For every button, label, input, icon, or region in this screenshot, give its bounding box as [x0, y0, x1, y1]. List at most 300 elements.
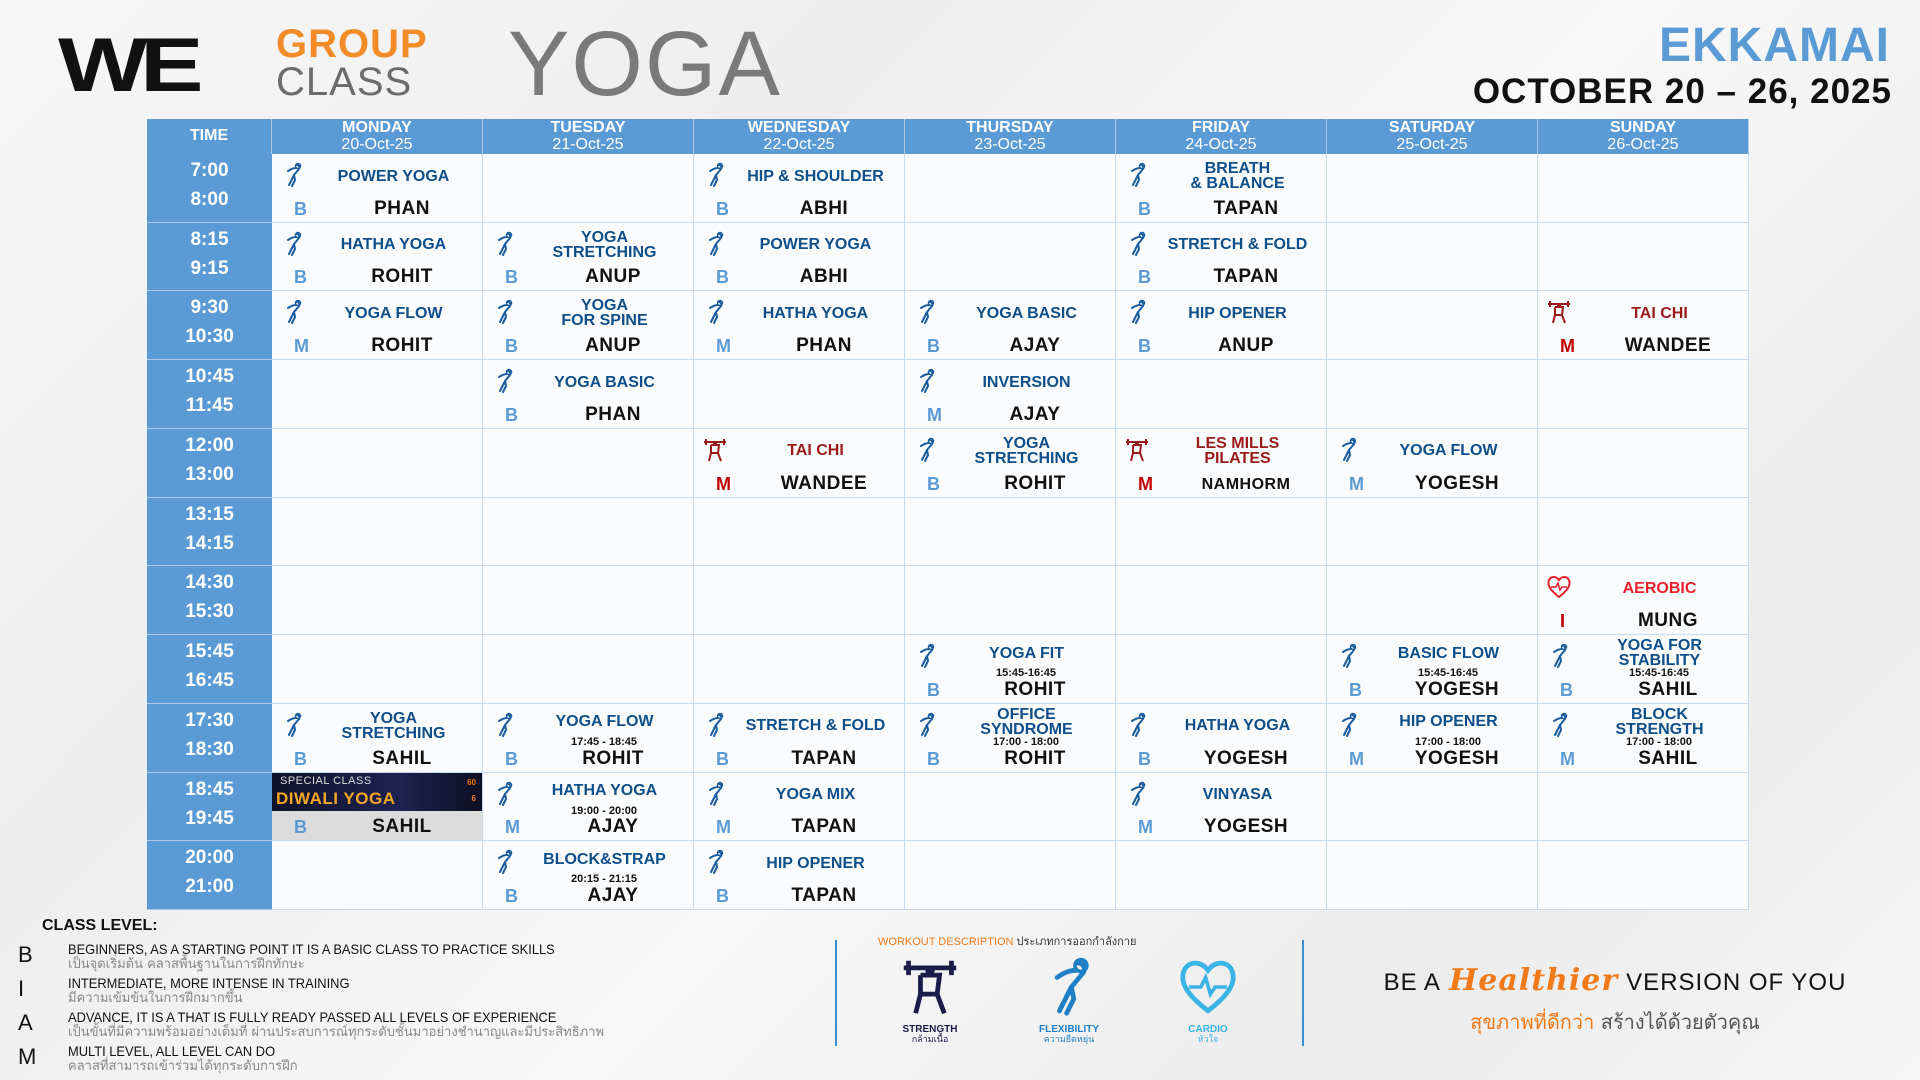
class-cell[interactable]	[905, 291, 1116, 360]
schedule-cell	[272, 635, 483, 704]
flexibility-icon	[913, 368, 939, 394]
date-range: OCTOBER 20 – 26, 2025	[1472, 72, 1892, 111]
schedule-cell	[483, 154, 694, 223]
schedule-cell	[1327, 498, 1538, 567]
class-cell[interactable]	[1327, 704, 1538, 773]
instructor: SAHIL	[372, 747, 432, 769]
instructor: ROHIT	[582, 747, 644, 769]
class-time: 19:00 - 20:00	[570, 804, 638, 817]
strength-icon	[885, 956, 975, 1023]
instructor: YOGESH	[1203, 816, 1289, 838]
cardio-icon	[1163, 956, 1253, 1023]
schedule-cell	[1327, 154, 1538, 223]
strength-icon	[1124, 437, 1150, 463]
class-level: B	[505, 404, 518, 425]
class-cell[interactable]	[1538, 704, 1749, 773]
class-title	[1152, 294, 1323, 332]
slot-start: 14:30	[185, 572, 234, 594]
slot-end: 8:00	[190, 189, 229, 210]
class-level: M	[294, 336, 309, 357]
schedule-cell	[1538, 773, 1749, 842]
flexibility-icon	[491, 849, 517, 875]
schedule-cell	[905, 566, 1116, 635]
level-code: I	[18, 976, 25, 1001]
class-title	[308, 707, 479, 745]
class-cell[interactable]	[1327, 635, 1538, 704]
class-title	[1574, 294, 1745, 332]
schedule-cell	[272, 360, 483, 429]
class-cell[interactable]	[483, 360, 694, 429]
class-title	[1574, 638, 1745, 668]
slot-end: 11:45	[185, 395, 234, 417]
time-slot	[147, 429, 272, 498]
day-header	[905, 119, 1116, 154]
level-description: BEGINNERS, AS A STARTING POINT IT IS A BASIC CLASS TO PRACTICE SKILLS	[68, 941, 555, 957]
class-title-line: FOR SPINE	[561, 312, 648, 330]
flexibility-icon	[491, 368, 517, 394]
class-cell[interactable]	[694, 704, 905, 773]
flexibility-icon	[702, 231, 728, 257]
instructor: TAPAN	[791, 747, 857, 769]
flexibility-icon	[702, 849, 728, 875]
slot-start: 9:30	[190, 297, 229, 319]
class-title	[1363, 432, 1534, 470]
class-title	[730, 294, 901, 332]
slot-start: 20:00	[185, 847, 234, 869]
schedule-cell	[272, 429, 483, 498]
special-class-label: SPECIAL CLASS	[280, 774, 372, 787]
instructor: YOGESH	[1414, 678, 1500, 700]
class-cell[interactable]	[1538, 566, 1749, 635]
flexibility-icon	[913, 712, 939, 738]
day-header	[272, 119, 483, 154]
class-title-line: VINYASA	[1202, 786, 1273, 804]
class-cell[interactable]	[1116, 704, 1327, 773]
class-cell[interactable]	[694, 154, 905, 223]
class-cell[interactable]	[1327, 429, 1538, 498]
instructor: WANDEE	[1624, 335, 1712, 357]
instructor: ROHIT	[371, 335, 433, 357]
class-title-line: STRETCH & FOLD	[745, 717, 886, 735]
workout-label: STRENGTH	[902, 1024, 958, 1035]
class-title	[730, 844, 901, 882]
flexibility-icon	[1335, 437, 1361, 463]
class-cell[interactable]	[272, 154, 483, 223]
class-cell[interactable]	[1116, 429, 1327, 498]
time-slot	[147, 635, 272, 704]
instructor: TAPAN	[791, 816, 857, 838]
class-level: M	[1349, 748, 1364, 769]
schedule-cell	[1327, 566, 1538, 635]
class-level: B	[927, 336, 940, 357]
day-date: 21-Oct-25	[552, 136, 624, 153]
class-title-line: LES MILLS	[1195, 434, 1280, 452]
instructor: YOGESH	[1414, 472, 1500, 494]
class-level: M	[1138, 473, 1153, 494]
class-title	[1574, 707, 1745, 737]
flexibility-icon	[280, 162, 306, 188]
class-title-line: BREATH	[1204, 160, 1271, 177]
flexibility-icon	[491, 299, 517, 325]
flexibility-icon	[913, 437, 939, 463]
class-cell[interactable]	[272, 773, 483, 842]
flexibility-icon	[491, 781, 517, 807]
flexibility-icon	[1124, 781, 1150, 807]
level-description: ADVANCE, IT IS A THAT IS FULLY READY PASSED ALL LEVELS OF EXPERIENCE	[68, 1009, 557, 1025]
instructor: ANUP	[1218, 335, 1274, 357]
class-title	[730, 432, 901, 470]
instructor: ABHI	[799, 197, 849, 219]
class-title	[1152, 226, 1323, 264]
class-cell[interactable]	[483, 773, 694, 842]
instructor: PHAN	[374, 197, 430, 219]
slot-end: 15:30	[185, 601, 234, 623]
schedule-cell	[1538, 360, 1749, 429]
instructor: AJAY	[587, 884, 639, 906]
day-name: THURSDAY	[966, 119, 1054, 136]
instructor: PHAN	[796, 335, 852, 357]
instructor: TAPAN	[1213, 266, 1279, 288]
day-date: 26-Oct-25	[1607, 136, 1679, 153]
class-title	[941, 707, 1112, 737]
slot-start: 17:30	[185, 709, 234, 731]
schedule-cell	[1538, 429, 1749, 498]
instructor: NAMHORM	[1201, 475, 1291, 493]
class-title-line: HIP OPENER	[766, 854, 865, 872]
schedule-cell	[905, 154, 1116, 223]
class-cell[interactable]	[272, 223, 483, 292]
class-cell[interactable]	[1116, 154, 1327, 223]
slot-start: 12:00	[185, 434, 234, 456]
class-time: 15:45-16:45	[996, 667, 1056, 680]
day-date: 25-Oct-25	[1396, 136, 1468, 153]
class-title	[941, 294, 1112, 332]
class-level: M	[1560, 748, 1575, 769]
slot-start: 18:45	[185, 778, 234, 800]
special-class-banner[interactable]	[272, 773, 482, 811]
workout-title-th: ประเภทการออกกำลังกาย	[1016, 936, 1137, 948]
class-title-line: STRETCHING	[552, 243, 657, 261]
class-cell[interactable]	[694, 223, 905, 292]
workout-label: CARDIO	[1188, 1024, 1228, 1035]
flexibility-icon	[702, 299, 728, 325]
class-cell[interactable]	[905, 429, 1116, 498]
class-level: B	[294, 748, 307, 769]
strength-icon	[1546, 299, 1572, 325]
logo-class: CLASS	[276, 60, 413, 104]
class-level: B	[1138, 267, 1151, 288]
slogan-accent: Healthier	[1448, 963, 1619, 998]
flexibility-icon	[280, 712, 306, 738]
class-cell[interactable]	[694, 841, 905, 910]
flexibility-icon	[1124, 231, 1150, 257]
class-level: B	[505, 336, 518, 357]
class-cell[interactable]	[905, 635, 1116, 704]
slot-end: 18:30	[185, 738, 234, 760]
flexibility-icon	[702, 162, 728, 188]
class-title	[1363, 707, 1534, 737]
class-title-line: STABILITY	[1618, 652, 1701, 670]
class-title-line: SYNDROME	[980, 720, 1073, 738]
flexibility-icon	[280, 299, 306, 325]
class-cell[interactable]	[272, 291, 483, 360]
class-cell[interactable]	[694, 773, 905, 842]
class-cell[interactable]	[1116, 773, 1327, 842]
class-title	[941, 432, 1112, 470]
class-cell[interactable]	[1116, 223, 1327, 292]
workout-title-en: WORKOUT DESCRIPTION	[878, 936, 1014, 948]
class-level: M	[927, 404, 942, 425]
slot-end: 16:45	[185, 670, 234, 692]
workout-flexibility	[1024, 956, 1114, 1045]
strength-icon	[702, 437, 728, 463]
class-title	[519, 363, 690, 401]
time-header	[147, 119, 272, 154]
level-description-thai: เป็นจุดเริ่มต้น คลาสพื้นฐานในการฝึกทักษะ	[68, 957, 305, 972]
day-header	[1327, 119, 1538, 154]
class-level: B	[927, 679, 940, 700]
instructor: ANUP	[585, 335, 641, 357]
slogan-thai	[1320, 1012, 1910, 1032]
class-time: 20:15 - 21:15	[570, 873, 638, 886]
class-title	[308, 226, 479, 264]
day-date: 23-Oct-25	[974, 136, 1046, 153]
class-cell[interactable]	[483, 291, 694, 360]
slot-start: 15:45	[185, 641, 234, 663]
instructor: SAHIL	[1638, 678, 1698, 700]
workout-label-thai: หัวใจ	[1197, 1035, 1219, 1045]
class-title	[1363, 638, 1534, 668]
class-title	[941, 363, 1112, 401]
slot-start: 8:15	[190, 228, 229, 250]
class-level: I	[1560, 611, 1566, 632]
class-title-line: HATHA YOGA	[551, 782, 658, 800]
class-cell[interactable]	[905, 704, 1116, 773]
schedule-cell	[694, 635, 905, 704]
class-level: M	[1138, 817, 1153, 838]
logo-group: GROUP	[276, 22, 428, 66]
class-level: B	[294, 817, 307, 838]
class-cell[interactable]	[1538, 635, 1749, 704]
schedule-cell	[272, 566, 483, 635]
class-title-line: YOGA BASIC	[976, 304, 1077, 322]
flexibility-icon	[1124, 162, 1150, 188]
class-title-line: INVERSION	[982, 373, 1071, 391]
day-name: TUESDAY	[550, 119, 626, 136]
schedule-grid	[147, 119, 1749, 910]
day-date: 22-Oct-25	[763, 136, 835, 153]
class-cell[interactable]	[905, 360, 1116, 429]
instructor: ROHIT	[371, 266, 433, 288]
class-title	[308, 157, 479, 195]
instructor: AJAY	[1009, 403, 1061, 425]
class-title	[1152, 776, 1323, 814]
schedule-cell	[694, 498, 905, 567]
slogan-pre: BE A	[1383, 969, 1441, 996]
class-time: 15:45-16:45	[1629, 667, 1689, 680]
schedule-cell	[483, 498, 694, 567]
class-title-line: HATHA YOGA	[762, 304, 869, 322]
class-title	[730, 157, 901, 195]
class-level: B	[505, 748, 518, 769]
schedule-cell	[483, 566, 694, 635]
instructor: YOGESH	[1203, 747, 1289, 769]
class-cell[interactable]	[483, 841, 694, 910]
day-date: 24-Oct-25	[1185, 136, 1257, 153]
class-cell[interactable]	[694, 429, 905, 498]
day-name: SUNDAY	[1609, 119, 1677, 136]
class-title-line: YOGA	[580, 228, 629, 246]
class-title-line: PILATES	[1204, 449, 1271, 467]
schedule-cell	[905, 773, 1116, 842]
instructor: WANDEE	[780, 472, 868, 494]
class-level: M	[716, 336, 731, 357]
class-cell[interactable]	[272, 704, 483, 773]
flexibility-icon	[1546, 712, 1572, 738]
flexibility-icon	[1024, 956, 1114, 1023]
class-level: B	[1138, 198, 1151, 219]
class-time: 15:45-16:45	[1418, 667, 1478, 680]
class-title	[519, 294, 690, 332]
flexibility-icon	[1335, 712, 1361, 738]
instructor: TAPAN	[791, 884, 857, 906]
class-level-title: CLASS LEVEL:	[42, 917, 158, 934]
class-title-line: POWER YOGA	[759, 236, 872, 254]
instructor: SAHIL	[1638, 747, 1698, 769]
class-level: B	[1138, 748, 1151, 769]
divider	[835, 940, 837, 1046]
day-name: MONDAY	[342, 119, 412, 136]
class-level: M	[716, 817, 731, 838]
level-code: M	[18, 1044, 37, 1069]
slogan	[1320, 963, 1910, 998]
class-level: B	[505, 267, 518, 288]
schedule-cell	[1327, 841, 1538, 910]
schedule-cell	[1538, 223, 1749, 292]
level-description-thai: เป็นขั้นที่มีความพร้อมอย่างเต็มที่ ผ่านประสบการณ์ทุกระดับชั้นมาอย่างชำนาญและมีประสิทธิภาพ	[68, 1025, 605, 1040]
instructor: ROHIT	[1004, 472, 1066, 494]
class-level: M	[716, 473, 731, 494]
level-code: B	[18, 942, 33, 967]
class-title-line: STRETCHING	[974, 449, 1079, 467]
class-title-line: YOGA FOR	[1617, 637, 1702, 655]
flexibility-icon	[1124, 299, 1150, 325]
flexibility-icon	[913, 299, 939, 325]
schedule-cell	[1327, 773, 1538, 842]
class-title	[308, 294, 479, 332]
logo-we	[58, 23, 197, 108]
level-description: MULTI LEVEL, ALL LEVEL CAN DO	[68, 1043, 276, 1059]
class-level: B	[716, 198, 729, 219]
class-title	[941, 638, 1112, 668]
class-title-line: HATHA YOGA	[1184, 717, 1291, 735]
class-level: B	[294, 267, 307, 288]
class-title-line: STRETCH & FOLD	[1167, 236, 1308, 254]
class-level: B	[927, 473, 940, 494]
time-slot	[147, 704, 272, 773]
class-title	[519, 226, 690, 264]
schedule-cell	[1116, 841, 1327, 910]
slot-end: 19:45	[185, 807, 234, 829]
class-level: M	[1349, 473, 1364, 494]
slot-end: 13:00	[185, 463, 234, 485]
class-title-line: TAI CHI	[1631, 304, 1688, 322]
schedule-cell	[694, 360, 905, 429]
class-title-line: YOGA	[369, 709, 418, 727]
schedule-cell	[272, 841, 483, 910]
class-level: M	[505, 817, 520, 838]
schedule-cell	[1327, 223, 1538, 292]
class-title	[519, 844, 690, 874]
slot-start: 7:00	[190, 160, 229, 181]
schedule-cell	[1327, 291, 1538, 360]
schedule-cell	[272, 498, 483, 567]
schedule-cell	[1327, 360, 1538, 429]
class-title	[730, 776, 901, 814]
time-slot	[147, 566, 272, 635]
slogan-post: VERSION OF YOU	[1626, 969, 1847, 996]
day-name: SATURDAY	[1388, 119, 1476, 136]
schedule-cell	[905, 223, 1116, 292]
flexibility-icon	[702, 781, 728, 807]
banner-badge: 60	[467, 777, 476, 787]
class-cell[interactable]	[694, 291, 905, 360]
schedule-cell	[905, 841, 1116, 910]
class-level: B	[505, 885, 518, 906]
day-date: 20-Oct-25	[341, 136, 413, 153]
slot-start: 13:15	[185, 503, 234, 525]
class-level: B	[1560, 679, 1573, 700]
class-title	[519, 707, 690, 737]
class-cell[interactable]	[483, 223, 694, 292]
class-time: 17:00 - 18:00	[1625, 735, 1693, 748]
class-title-line: BLOCK&STRAP	[543, 850, 666, 868]
class-title-line: AEROBIC	[1622, 579, 1697, 597]
day-header	[1538, 119, 1749, 154]
slot-start: 10:45	[185, 366, 234, 388]
class-cell[interactable]	[1538, 291, 1749, 360]
class-title-line: YOGA FIT	[989, 644, 1064, 662]
class-title: DIWALI YOGA	[276, 788, 396, 808]
class-title-line: YOGA FLOW	[344, 304, 443, 322]
class-title	[519, 776, 690, 806]
class-title	[1152, 432, 1323, 470]
class-title-line: STRETCHING	[341, 724, 446, 742]
cardio-icon	[1546, 574, 1572, 600]
slot-end: 14:15	[185, 532, 234, 554]
class-title-line: YOGA FLOW	[1399, 442, 1498, 460]
branch-name: EKKAMAI	[1659, 19, 1890, 72]
class-cell[interactable]	[483, 704, 694, 773]
schedule-cell	[483, 429, 694, 498]
class-title-line: HIP OPENER	[1188, 304, 1287, 322]
divider	[1302, 940, 1304, 1046]
class-cell[interactable]	[1116, 291, 1327, 360]
flexibility-icon	[280, 231, 306, 257]
schedule-cell	[1116, 360, 1327, 429]
slogan-thai-accent: สุขภาพที่ดีกว่า	[1470, 1010, 1595, 1034]
class-title-line: TAI CHI	[787, 442, 844, 460]
flexibility-icon	[913, 643, 939, 669]
level-description: INTERMEDIATE, MORE INTENSE IN TRAINING	[68, 975, 350, 991]
level-description-thai: มีความเข้มข้นในการฝึกมากขึ้น	[68, 991, 243, 1006]
class-title-line: YOGA MIX	[775, 786, 856, 804]
schedule-cell	[1116, 566, 1327, 635]
day-header	[694, 119, 905, 154]
class-level: B	[1138, 336, 1151, 357]
instructor: ROHIT	[1004, 678, 1066, 700]
class-title	[1574, 569, 1745, 607]
